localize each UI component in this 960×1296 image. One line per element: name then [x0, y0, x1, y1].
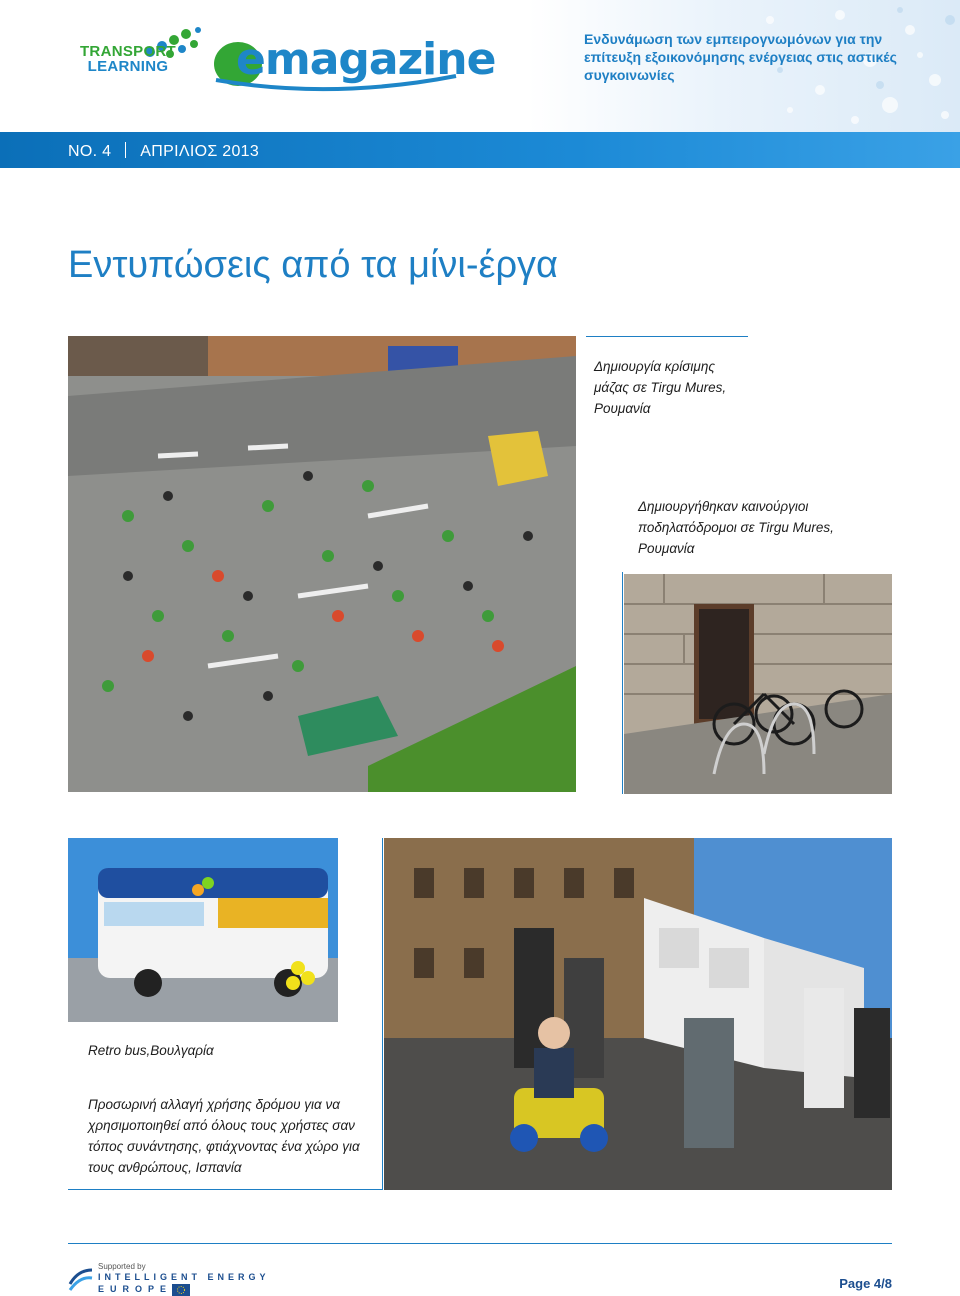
caption-street-use: Προσωρινή αλλαγή χρήσης δρόμου για να χρησιμοποιηθεί από όλους τους χρήστες σαν τόπος συνάντησης, φτιάχνοντας ένα χώρο για τους ανθρώπους, Ισπανία [88, 1097, 360, 1175]
photo-divider-2 [382, 838, 383, 1190]
emagazine-logo-text: emagazine [236, 34, 496, 85]
footer-rule [68, 1243, 892, 1244]
programme-name-line2: EUROPE [98, 1284, 173, 1294]
masthead [0, 0, 960, 132]
photo-bike-rack [624, 574, 892, 794]
caption-bike-paths: Δημιουργήθηκαν καινούργιοι ποδηλατόδρομοι σε Tirgu Mures, Ρουμανία [638, 499, 834, 556]
intelligent-energy-icon [68, 1266, 94, 1292]
page-title: Εντυπώσεις από τα μίνι-έργα [68, 244, 559, 286]
caption-critical-mass: Δημιουργία κρίσιμης μάζας σε Tirgu Mures, Ρουμανία [594, 359, 727, 416]
logo-line-2: LEARNING [87, 58, 169, 75]
transport-learning-logo [68, 44, 188, 74]
issue-bar [0, 132, 960, 168]
issue-date: ΑΠΡΙΛΙΟΣ 2013 [140, 143, 260, 160]
issue-separator [125, 142, 126, 158]
photo-retro-bus [68, 838, 338, 1022]
caption-retro-bus: Retro bus,Βουλγαρία [88, 1043, 214, 1058]
photo-street-use [384, 838, 892, 1190]
page-number: Page 4/8 [839, 1276, 892, 1291]
header-tagline: Ενδυνάμωση των εμπειρογνωμόνων για την επίτευξη εξοικονόμησης ενέργειας στις αστικές συγκοινωνίες [584, 31, 897, 83]
supported-by-label: Supported by [98, 1262, 146, 1271]
issue-info [68, 142, 259, 161]
issue-number: NO. 4 [68, 143, 112, 160]
eu-flag-icon [172, 1284, 190, 1296]
photo-divider [622, 572, 623, 794]
photo-critical-mass [68, 336, 576, 792]
caption-rule [586, 336, 748, 337]
programme-name-line1: INTELLIGENT ENERGY [98, 1272, 270, 1282]
caption-bottom-rule [68, 1189, 382, 1190]
logo-line-1: TRANSPORT [79, 43, 177, 60]
